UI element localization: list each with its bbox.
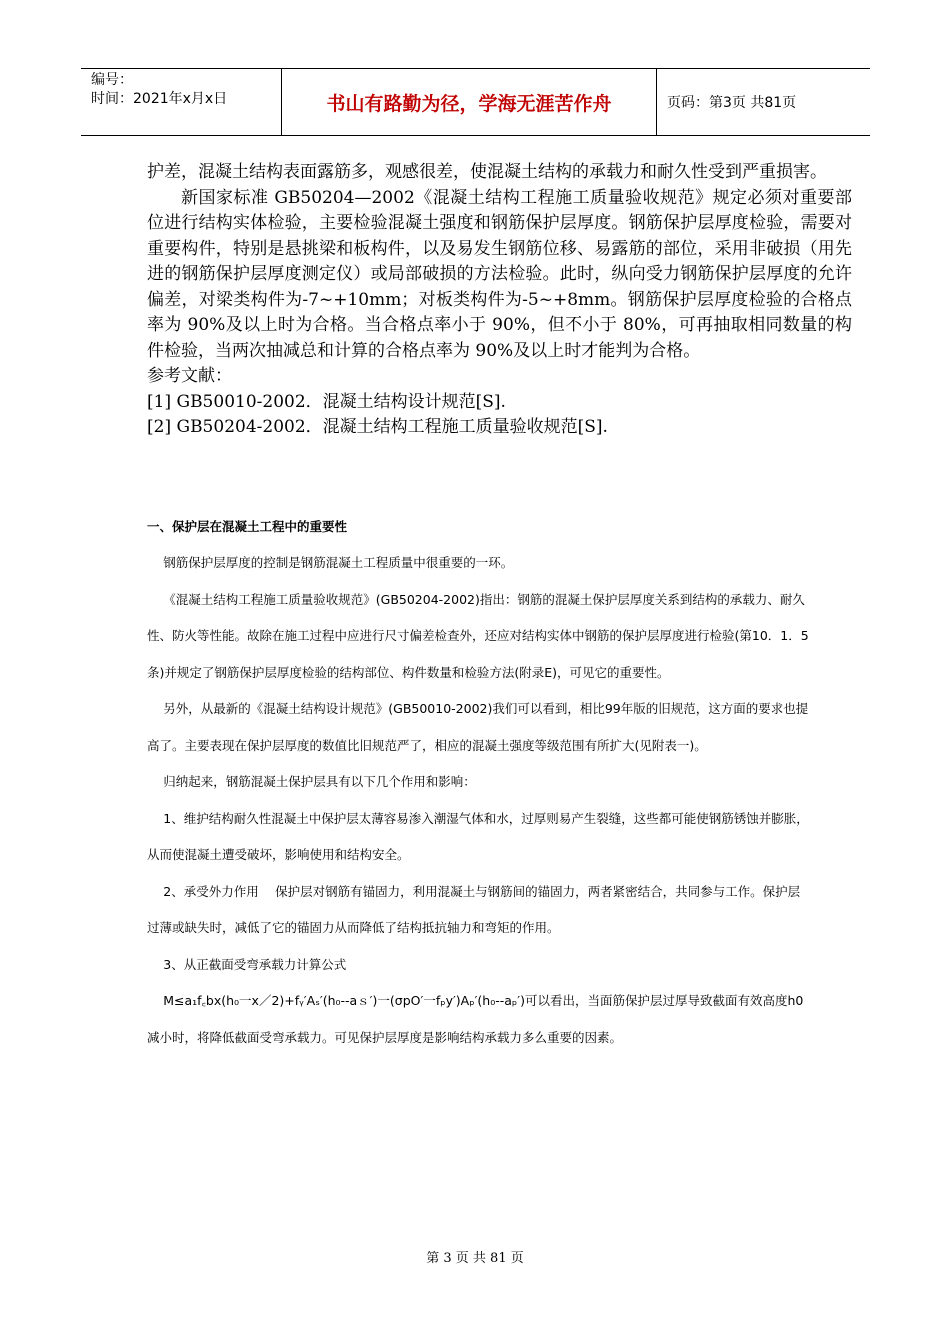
section-formula-paragraph: M≤a₁f꜀bx(h₀一x／2)+fᵧ′Aₛ′(h₀--aｓ′)一(σpO′一fₚy′)Aₚ′(h₀--aₚ′)可以看出，当面筋保护层过厚导致截面有效高度h0减小时，将降低截面受弯承载力。可见保护层厚度是影响结构承载力多么重要的因素。 — [147, 993, 804, 1045]
section-title: 一、保护层在混凝土工程中的重要性 — [147, 519, 348, 534]
section-paragraph: 另外，从最新的《混凝土结构设计规范》(GB50010-2002)我们可以看到，相比99年版的旧规范，这方面的要求也提高了。主要表现在保护层厚度的数值比旧规范严了，相应的混凝土强度等级范围有所扩大(见附表一)。 — [147, 701, 809, 753]
document-number-label: 编号： — [91, 72, 133, 88]
section-paragraph: 归纳起来，钢筋混凝土保护层具有以下几个作用和影响： — [163, 774, 476, 789]
section-body — [147, 545, 812, 1056]
main-body — [147, 160, 852, 441]
document-time-label: 时间：2021年x月x日 — [91, 91, 228, 107]
page-footer: 第 3 页 共 81 页 — [426, 1251, 524, 1266]
section-paragraph: 3、从正截面受弯承载力计算公式 — [163, 956, 347, 972]
page-header — [81, 68, 870, 136]
header-page-info: 页码：第3页 共81页 — [667, 95, 797, 111]
body-paragraph: 新国家标准 GB50204—2002《混凝土结构工程施工质量验收规范》规定必须对重要部位进行结构实体检验，主要检验混凝土强度和钢筋保护层厚度。钢筋保护层厚度检验，需要对重要构件，特别是悬挑梁和板构件，以及易发生钢筋位移、易露筋的部位，采用非破损（用先进的钢筋保护层厚度测定仪）或局部破损的方法检验。此时，纵向受力钢筋保护层厚度的允许偏差，对梁类构件为-7~+10mm；对板类构件为-5~+8mm。钢筋保护层厚度检验的合格点率为 90%及以上时为合格。当合格点率小于 90%，但不小于 80%，可再抽取相同数量的构件检验，当两次抽减总和计算的合格点率为 90%及以上时才能判为合格。 — [147, 187, 852, 361]
reference-item: [1] GB50010-2002．混凝土结构设计规范[S]. — [147, 391, 506, 412]
body-paragraph: 护差，混凝土结构表面露筋多，观感很差，使混凝土结构的承载力和耐久性受到严重损害。 — [147, 162, 827, 182]
references-title: 参考文献： — [147, 366, 232, 386]
section-paragraph: 《混凝土结构工程施工质量验收规范》(GB50204-2002)指出：钢筋的混凝土保护层厚度关系到结构的承载力、耐久性、防火等性能。故除在施工过程中应进行尺寸偏差检查外，还应对结构实体中钢筋的保护层厚度进行检验(第10．1．5条)并规定了钢筋保护层厚度检验的结构部位、构件数量和检验方法(附录E)，可见它的重要性。 — [147, 591, 809, 680]
section-paragraph: 1、维护结构耐久性混凝土中保护层太薄容易渗入潮湿气体和水，过厚则易产生裂缝，这些都可能使钢筋锈蚀并膨胀，从而使混凝土遭受破坏，影响使用和结构安全。 — [147, 810, 809, 862]
section-paragraph: 钢筋保护层厚度的控制是钢筋混凝土工程质量中很重要的一环。 — [163, 555, 514, 570]
reference-item: [2] GB50204-2002．混凝土结构工程施工质量验收规范[S]. — [147, 417, 608, 437]
header-motto: 书山有路勤为径，学海无涯苦作舟 — [281, 69, 657, 135]
header-meta — [81, 69, 281, 135]
section-paragraph: 2、承受外力作用 保护层对钢筋有锚固力，利用混凝土与钢筋间的锚固力，两者紧密结合，共同参与工作。保护层过薄或缺失时，减低了它的锚固力从而降低了结构抵抗轴力和弯矩的作用。 — [147, 883, 801, 935]
